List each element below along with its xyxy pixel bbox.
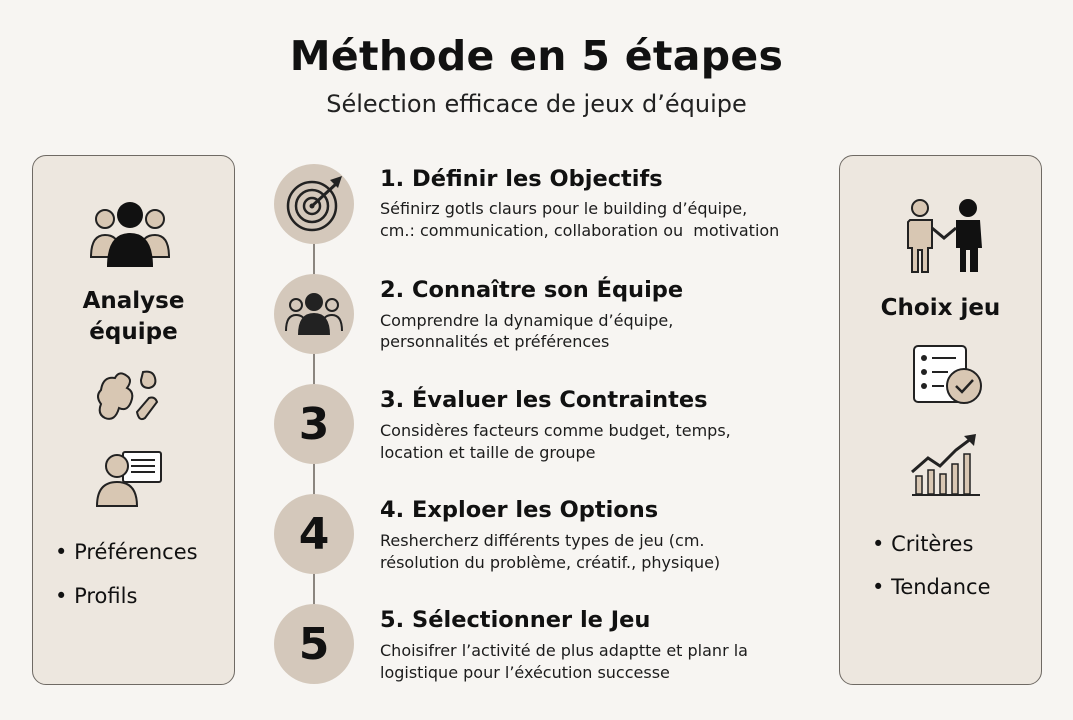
step-3-desc-line1: Considères facteurs comme budget, temps, — [380, 421, 731, 440]
left-panel-heading — [33, 286, 234, 348]
team-icon — [284, 291, 344, 337]
step-5-title: 5. Sélectionner le Jeu — [380, 607, 651, 633]
step-2-circle — [274, 274, 354, 354]
team-group-icon — [89, 201, 171, 271]
right-bullet-criteres: • Critères — [872, 532, 973, 556]
step-4-number: 4 — [298, 508, 330, 560]
step-2-title: 2. Connaître son Équipe — [380, 277, 684, 303]
step-1-desc-line2: cm.: communication, collaboration ou motivation — [380, 221, 780, 240]
right-panel-heading: Choix jeu — [880, 295, 1001, 321]
puzzle-pieces-icon — [97, 368, 161, 426]
step-5-number: 5 — [298, 618, 330, 670]
step-5-desc-line2: logistique pour l’éxécution successe — [380, 663, 670, 682]
step-3-number: 3 — [298, 398, 330, 450]
step-5-desc-line1: Choisifrer l’activité de plus adaptte et planr la — [380, 641, 748, 660]
step-3-desc-line2: location et taille de groupe — [380, 443, 596, 462]
left-panel-heading-line1: Analyse — [82, 288, 185, 314]
step-4-desc-line2: résolution du problème, créatif., physique) — [380, 553, 721, 572]
step-4-title: 4. Exploer les Options — [380, 497, 659, 523]
left-bullet-preferences: • Préférences — [55, 540, 198, 564]
step-2-desc-line1: Comprendre la dynamique d’équipe, — [380, 311, 674, 330]
page-subtitle: Sélection efficace de jeux d’équipe — [326, 90, 747, 118]
checklist-icon — [912, 344, 984, 408]
step-1-circle — [274, 164, 354, 244]
step-5-circle — [274, 604, 354, 684]
right-panel-choix-jeu — [839, 155, 1042, 685]
handshake-icon — [904, 198, 984, 276]
right-bullet-tendance: • Tendance — [872, 575, 991, 599]
step-2-desc-line2: personnalités et préférences — [380, 332, 610, 351]
person-profile-list-icon — [95, 450, 165, 510]
left-panel-heading-line2: équipe — [89, 319, 178, 345]
step-4-desc-line1: Reshercherz différents types de jeu (cm. — [380, 531, 705, 550]
left-panel-analyse-equipe — [32, 155, 235, 685]
step-3-circle — [274, 384, 354, 464]
target-icon — [284, 174, 344, 234]
left-bullet-profils: • Profils — [55, 584, 137, 608]
step-1-title: 1. Définir les Objectifs — [380, 166, 663, 192]
step-3-title: 3. Évaluer les Contraintes — [380, 387, 708, 413]
growth-chart-icon — [910, 432, 982, 498]
step-4-circle — [274, 494, 354, 574]
page-title: Méthode en 5 étapes — [289, 32, 784, 80]
step-1-desc-line1: Séfinirz gotls claurs pour le building d’équipe, — [380, 199, 748, 218]
